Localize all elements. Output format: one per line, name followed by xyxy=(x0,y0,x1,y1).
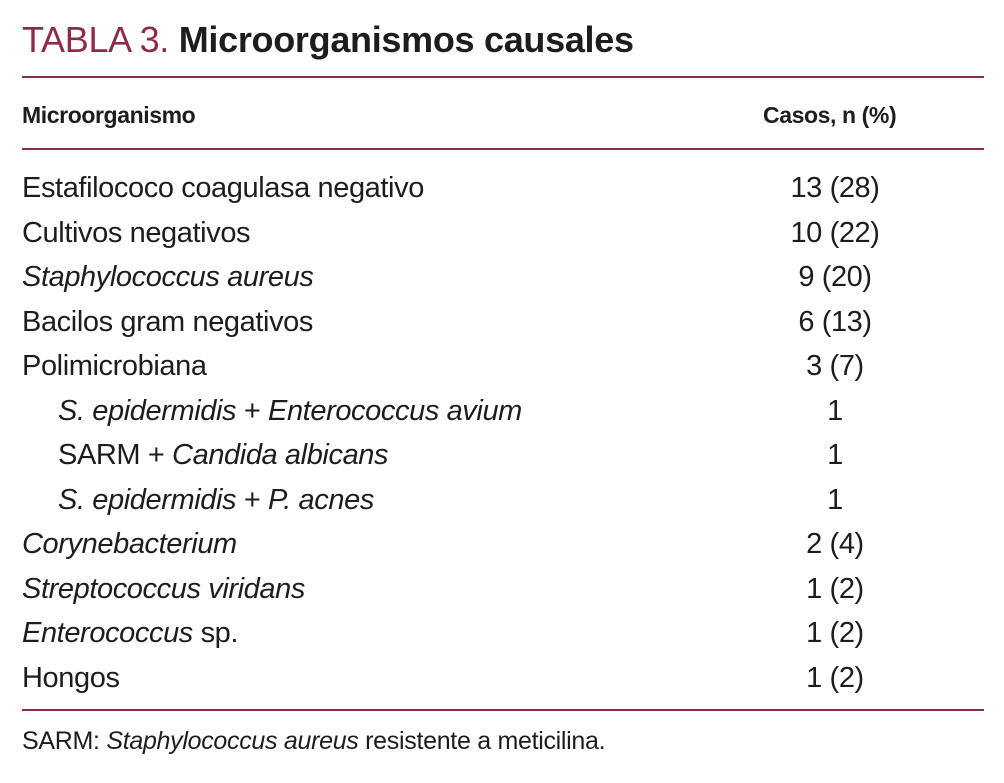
footnote-italic: Staphylococcus aureus xyxy=(106,727,359,755)
table-row xyxy=(22,389,984,434)
header-rule xyxy=(22,148,984,150)
organism-name xyxy=(22,656,120,700)
case-count: 1 (2) xyxy=(806,661,864,694)
organism-name xyxy=(58,433,388,477)
organism-name xyxy=(58,478,374,522)
organism-name xyxy=(22,300,313,344)
table-header xyxy=(22,98,984,132)
organism-name xyxy=(58,389,522,433)
footnote-suffix: resistente a meticilina. xyxy=(358,727,606,755)
column-header-cases: Casos, n (%) xyxy=(763,102,897,128)
organism-name-part: Polimicrobiana xyxy=(22,350,207,382)
organism-name-part: Hongos xyxy=(22,661,120,694)
organism-name-part: Enterococcus avium xyxy=(268,394,522,427)
title-rule xyxy=(22,76,984,78)
organism-name xyxy=(22,611,238,655)
organism-name xyxy=(22,522,237,566)
bottom-rule xyxy=(22,709,984,711)
table-title xyxy=(22,16,634,64)
case-count: 13 (28) xyxy=(790,172,880,204)
organism-name-part: sp. xyxy=(192,617,239,649)
footnote-prefix: SARM: xyxy=(22,727,107,755)
case-count: 9 (20) xyxy=(798,261,872,293)
table-row xyxy=(22,166,984,211)
column-header-organism: Microorganismo xyxy=(22,102,196,128)
table-number: TABLA 3. xyxy=(22,19,170,60)
organism-name-part: Enterococcus xyxy=(22,617,193,649)
organism-name-part: Cultivos negativos xyxy=(22,216,251,249)
case-count: 2 (4) xyxy=(806,528,864,560)
table-page xyxy=(22,0,984,783)
case-count: 1 (2) xyxy=(806,572,864,605)
organism-name xyxy=(22,567,305,611)
organism-name-part: Bacilos gram negativos xyxy=(22,305,314,338)
organism-name xyxy=(22,344,207,388)
case-count: 1 (2) xyxy=(806,617,864,649)
organism-name-part: P. acnes xyxy=(268,483,374,516)
organism-name xyxy=(22,255,313,299)
table-row xyxy=(22,211,984,256)
case-count: 6 (13) xyxy=(798,305,872,338)
case-count: 3 (7) xyxy=(806,350,864,382)
organism-name-part: + xyxy=(236,394,269,427)
organism-name-part: Corynebacterium xyxy=(22,528,237,560)
organism-name-part: Candida albicans xyxy=(172,439,389,471)
organism-name-part: Staphylococcus aureus xyxy=(22,261,314,293)
table-row xyxy=(22,344,984,389)
case-count: 1 xyxy=(827,483,843,516)
table-body xyxy=(22,166,984,700)
case-count: 1 xyxy=(827,439,843,471)
table-row xyxy=(22,478,984,523)
table-row xyxy=(22,567,984,612)
organism-name-part: Streptococcus viridans xyxy=(22,572,305,605)
organism-name xyxy=(22,211,250,255)
table-row xyxy=(22,300,984,345)
table-row xyxy=(22,611,984,656)
table-row xyxy=(22,255,984,300)
organism-name-part: S. epidermidis xyxy=(58,394,237,427)
table-title-text: Microorganismos causales xyxy=(178,19,634,60)
table-row xyxy=(22,656,984,701)
organism-name-part: SARM + xyxy=(58,439,173,471)
organism-name-part: + xyxy=(236,483,269,516)
table-row xyxy=(22,522,984,567)
organism-name xyxy=(22,166,424,210)
case-count: 1 xyxy=(827,394,843,427)
case-count: 10 (22) xyxy=(790,216,880,249)
table-row xyxy=(22,433,984,478)
organism-name-part: S. epidermidis xyxy=(58,483,237,516)
table-footnote xyxy=(22,723,605,759)
organism-name-part: Estafilococo coagulasa negativo xyxy=(22,172,424,204)
